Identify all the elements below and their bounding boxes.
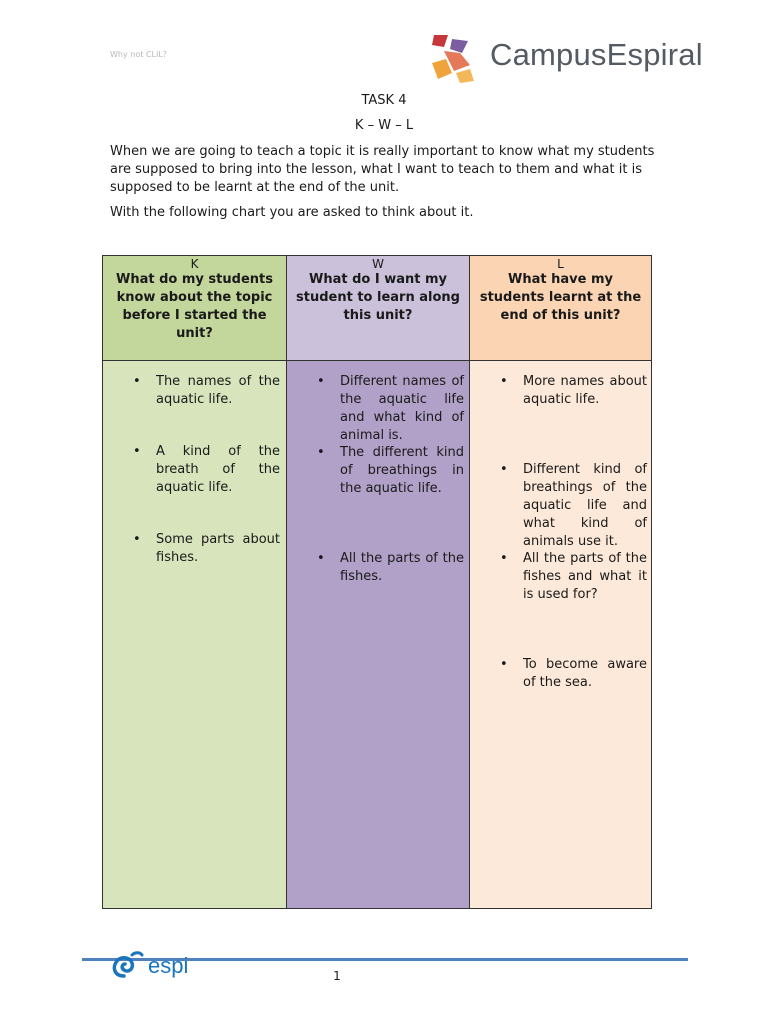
list-item: • All the parts of the fishes. [340,550,464,586]
campus-espiral-logo-icon [430,33,482,83]
list-item: • The different kind of breathings in the aquatic life. [340,444,464,498]
column-k-body [103,361,286,908]
list-item: • All the parts of the fishes and what it is used for? [523,550,647,604]
campus-espiral-logo [430,33,730,83]
column-w-header [287,256,469,361]
list-item: • Different names of the aquatic life and what kind of animal is. [340,373,464,445]
column-w-letter: W [372,257,384,271]
task-subtitle: K – W – L [354,118,414,133]
column-l-body [470,361,651,908]
intro-paragraph: When we are going to teach a topic it is really important to know what my students are supposed to bring into the lesson, what I want to teach to them and what it is supposed to be learnt at the end of the unit. [110,144,655,195]
intro-instruction: With the following chart you are asked to think about it. [110,205,474,220]
list-item: • More names about aquatic life. [523,373,647,409]
page-number: 1 [333,969,341,983]
list-item: • Different kind of breathings of the aquatic life and what kind of animals use it. [523,461,647,551]
column-w [286,256,469,908]
header-note: Why not CLIL? [110,50,168,59]
brand-name: CampusEspiral [490,37,703,72]
kwl-table [102,255,652,909]
list-item: • A kind of the breath of the aquatic life. [156,443,280,497]
footer-logo-text: espi [148,953,189,978]
column-w-question: What do I want my student to learn along this unit? [296,272,460,323]
column-l-question: What have my students learnt at the end of this unit? [479,272,642,323]
task-title: TASK 4 [361,93,407,108]
column-l-letter: L [557,257,564,271]
column-k-letter: K [190,257,199,271]
list-item: • The names of the aquatic life. [156,373,280,409]
column-k-question: What do my students know about the topic before I started the unit? [116,272,273,341]
list-item: • To become aware of the sea. [523,656,647,692]
column-w-body [287,361,469,908]
list-item: • Some parts about fishes. [156,531,280,567]
column-l [469,256,651,908]
column-k-header [103,256,286,361]
column-k [103,256,286,908]
column-l-header [470,256,651,361]
